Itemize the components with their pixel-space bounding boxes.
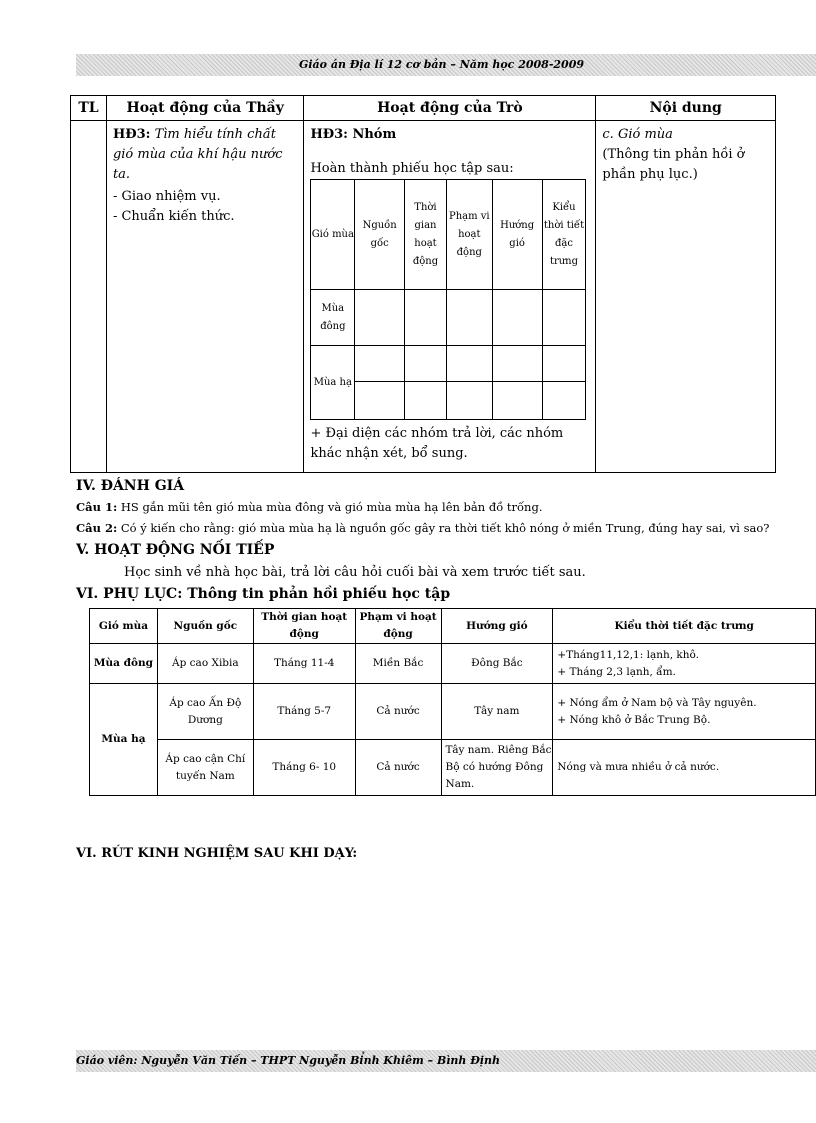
ap-summer2-source: Áp cao cận Chí tuyến Nam bbox=[157, 740, 253, 796]
ws-blank-cell bbox=[492, 290, 542, 346]
ws-header-time: Thời gian hoạt động bbox=[405, 180, 447, 290]
header-band bbox=[76, 54, 816, 76]
ws-blank-cell bbox=[542, 290, 586, 346]
teacher-item-2: - Chuẩn kiến thức. bbox=[112, 209, 235, 224]
ws-header-wind: Gió mùa bbox=[311, 180, 355, 290]
ws-blank-cell bbox=[355, 290, 405, 346]
ws-blank-cell bbox=[446, 382, 492, 420]
teacher-title: HĐ3: bbox=[112, 127, 151, 142]
ws-header-scope: Phạm vi hoạt động bbox=[446, 180, 492, 290]
student-title: HĐ3: Nhóm bbox=[310, 127, 397, 142]
ap-summer1-weather-1: + Nóng ẩm ở Nam bộ và Tây nguyên. bbox=[557, 696, 757, 709]
ap-summer1-source: Áp cao Ấn Độ Dương bbox=[157, 684, 253, 740]
ap-summer2-direction: Tây nam. Riêng Bắc Bộ có hướng Đông Nam. bbox=[441, 740, 553, 796]
ws-blank-cell bbox=[405, 382, 447, 420]
lesson-activity-table bbox=[70, 95, 776, 473]
ap-header-scope: Phạm vi hoạt động bbox=[355, 609, 441, 644]
ws-blank-cell bbox=[405, 290, 447, 346]
ws-header-source: Nguồn gốc bbox=[355, 180, 405, 290]
footer-text: Giáo viên: Nguyễn Văn Tiến – THPT Nguyễn Bỉnh Khiêm – Bình Định bbox=[76, 1054, 501, 1067]
ap-header-direction: Hướng gió bbox=[441, 609, 553, 644]
header-tl: TL bbox=[71, 96, 107, 121]
student-instruction: Hoàn thành phiếu học tập sau: bbox=[310, 161, 514, 176]
content-title: c. Gió mùa bbox=[602, 127, 673, 142]
ap-winter-name: Mùa đông bbox=[90, 644, 158, 684]
ws-blank-cell bbox=[446, 346, 492, 382]
header-content: Nội dung bbox=[596, 96, 776, 121]
ws-blank-cell bbox=[492, 346, 542, 382]
section-v-title: V. HOẠT ĐỘNG NỐI TIẾP bbox=[76, 542, 275, 558]
ws-blank-cell bbox=[355, 346, 405, 382]
ap-winter-direction: Đông Bắc bbox=[441, 644, 553, 684]
worksheet-table bbox=[310, 179, 586, 420]
ap-winter-weather bbox=[553, 644, 816, 684]
section-iv-title: IV. ĐÁNH GIÁ bbox=[76, 478, 185, 494]
ap-header-weather: Kiểu thời tiết đặc trưng bbox=[553, 609, 816, 644]
teacher-task: Tìm hiểu tính chất gió mùa của khí hậu nước ta. bbox=[112, 127, 283, 182]
section-vi-title: VI. PHỤ LỤC: Thông tin phản hồi phiếu học tập bbox=[76, 586, 451, 602]
ap-summer2-time: Tháng 6- 10 bbox=[253, 740, 355, 796]
ap-summer1-weather bbox=[553, 684, 816, 740]
question-2 bbox=[76, 521, 769, 535]
q2-label: Câu 2: bbox=[76, 521, 118, 535]
ws-blank-cell bbox=[355, 382, 405, 420]
ap-header-time: Thời gian hoạt động bbox=[253, 609, 355, 644]
question-1 bbox=[76, 500, 542, 514]
footer-band bbox=[76, 1050, 816, 1072]
teacher-item-1: - Giao nhiệm vụ. bbox=[112, 189, 221, 204]
content-cell bbox=[596, 121, 776, 473]
ap-winter-weather-1: +Tháng11,12,1: lạnh, khô. bbox=[557, 648, 700, 661]
ws-blank-cell bbox=[542, 346, 586, 382]
appendix-table bbox=[89, 608, 816, 796]
ws-row-summer: Mùa hạ bbox=[311, 346, 355, 420]
ap-summer2-weather: Nóng và mưa nhiều ở cả nước. bbox=[553, 740, 816, 796]
ws-header-direction: Hướng gió bbox=[492, 180, 542, 290]
header-teacher: Hoạt động của Thầy bbox=[106, 96, 304, 121]
ap-summer1-scope: Cả nước bbox=[355, 684, 441, 740]
content-note: (Thông tin phản hồi ở phần phụ lục.) bbox=[602, 147, 745, 182]
q2-text: Có ý kiến cho rằng: gió mùa mùa hạ là nguồn gốc gây ra thời tiết khô nóng ở miền Trung, đúng hay sai, vì sao? bbox=[120, 521, 770, 535]
header-student: Hoạt động của Trò bbox=[304, 96, 596, 121]
section-vii-title: VI. RÚT KINH NGHIỆM SAU KHI DẠY: bbox=[76, 846, 358, 861]
ws-row-winter: Mùa đông bbox=[311, 290, 355, 346]
ap-summer1-time: Tháng 5-7 bbox=[253, 684, 355, 740]
ws-blank-cell bbox=[492, 382, 542, 420]
ap-header-source: Nguồn gốc bbox=[157, 609, 253, 644]
ap-winter-source: Áp cao Xibia bbox=[157, 644, 253, 684]
tl-cell bbox=[71, 121, 107, 473]
ap-summer1-direction: Tây nam bbox=[441, 684, 553, 740]
ap-winter-scope: Miền Bắc bbox=[355, 644, 441, 684]
ws-blank-cell bbox=[446, 290, 492, 346]
q1-label: Câu 1: bbox=[76, 500, 118, 514]
section-v-text: Học sinh về nhà học bài, trả lời câu hỏi cuối bài và xem trước tiết sau. bbox=[124, 565, 586, 580]
ap-winter-time: Tháng 11-4 bbox=[253, 644, 355, 684]
ap-winter-weather-2: + Tháng 2,3 lạnh, ẩm. bbox=[557, 665, 676, 678]
student-cell bbox=[304, 121, 596, 473]
ws-header-weather: Kiểu thời tiết đặc trưng bbox=[542, 180, 586, 290]
ap-header-wind: Gió mùa bbox=[90, 609, 158, 644]
ap-summer1-weather-2: + Nóng khô ở Bắc Trung Bộ. bbox=[557, 713, 711, 726]
ws-blank-cell bbox=[405, 346, 447, 382]
ap-summer2-scope: Cả nước bbox=[355, 740, 441, 796]
teacher-cell bbox=[106, 121, 304, 473]
header-text: Giáo án Địa lí 12 cơ bản – Năm học 2008-2009 bbox=[298, 58, 584, 71]
q1-text: HS gắn mũi tên gió mùa mùa đông và gió mùa mùa hạ lên bản đồ trống. bbox=[120, 500, 543, 514]
ws-blank-cell bbox=[542, 382, 586, 420]
student-conclusion: + Đại diện các nhóm trả lời, các nhóm khác nhận xét, bổ sung. bbox=[310, 426, 564, 461]
ap-summer-name: Mùa hạ bbox=[90, 684, 158, 796]
